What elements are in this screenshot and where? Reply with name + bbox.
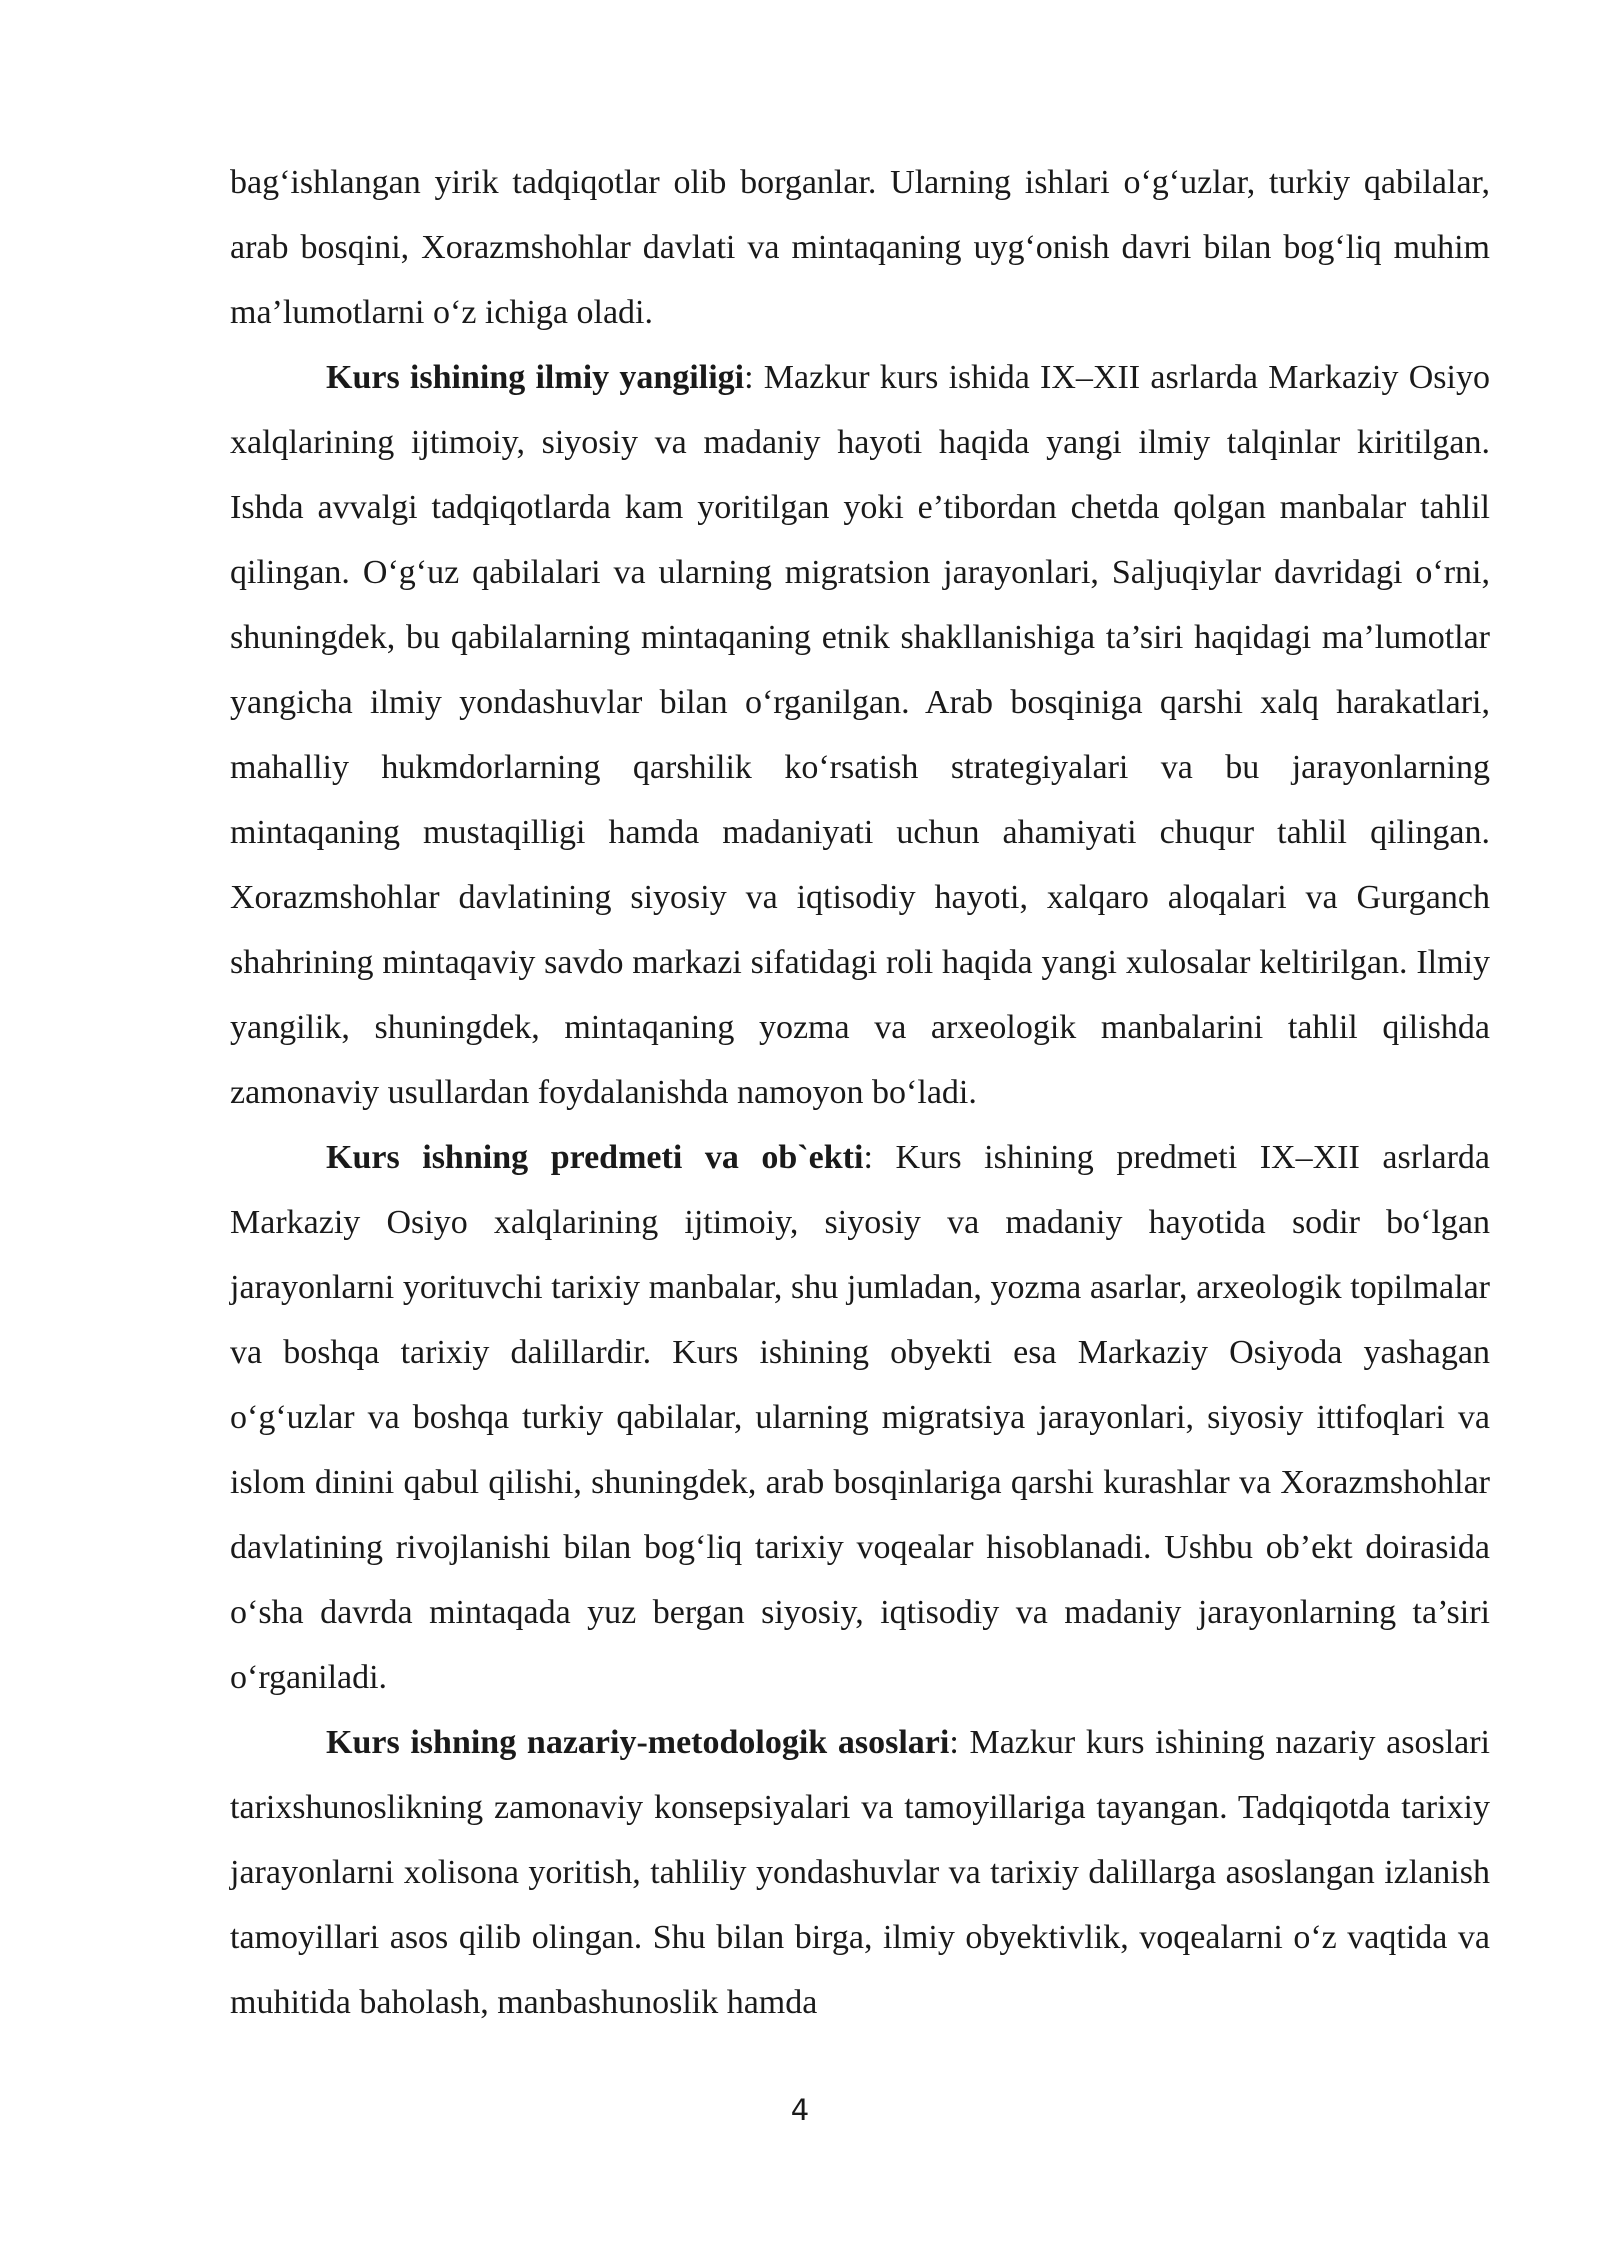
section-heading-theoretical-foundations: Kurs ishning nazariy-metodologik asoslari	[326, 1724, 950, 1761]
paragraph-text: Mazkur kurs ishining nazariy asoslari tarixshunoslikning zamonaviy konsepsiyalari va tamoyillariga tayangan. Tadqiqotda tarixiy jarayonlarni xolisona yoritish, tahliliy yondashuvlar va tarixiy dalillarga asoslangan izlanish tamoyillari asos qilib olingan. Shu bilan birga, ilmiy obyektivlik, voqealarni o‘z vaqtida va muhitida baholash, manbashunoslik hamda	[230, 1724, 1490, 2021]
heading-separator: :	[744, 359, 754, 396]
paragraph-text: bag‘ishlangan yirik tadqiqotlar olib borganlar. Ularning ishlari o‘g‘uzlar, turkiy qabilalar, arab bosqini, Xorazmshohlar davlati va mintaqaning uyg‘onish davri bilan bog‘liq muhim ma’lumotlarni o‘z ichiga oladi.	[230, 164, 1490, 331]
paragraph-theoretical-foundations	[230, 1710, 1490, 2035]
paragraph-continuation	[230, 150, 1490, 345]
section-heading-subject-object: Kurs ishning predmeti va ob`ekti	[326, 1139, 864, 1176]
page-number: 4	[790, 2093, 810, 2127]
heading-separator: :	[949, 1724, 959, 1761]
section-heading-scientific-novelty: Kurs ishining ilmiy yangiligi	[326, 359, 745, 396]
paragraph-subject-object	[230, 1125, 1490, 1710]
paragraph-scientific-novelty	[230, 345, 1490, 1125]
paragraph-text: Kurs ishining predmeti IX–XII asrlarda Markaziy Osiyo xalqlarining ijtimoiy, siyosiy va madaniy hayotida sodir bo‘lgan jarayonlarni yorituvchi tarixiy manbalar, shu jumladan, yozma asarlar, arxeologik topilmalar va boshqa tarixiy dalillardir. Kurs ishining obyekti esa Markaziy Osiyoda yashagan o‘g‘uzlar va boshqa turkiy qabilalar, ularning migratsiya jarayonlari, siyosiy ittifoqlari va islom dinini qabul qilishi, shuningdek, arab bosqinlariga qarshi kurashlar va Xorazmshohlar davlatining rivojlanishi bilan bog‘liq tarixiy voqealar hisoblanadi. Ushbu ob’ekt doirasida o‘sha davrda mintaqada yuz bergan siyosiy, iqtisodiy va madaniy jarayonlarning ta’siri o‘rganiladi.	[230, 1139, 1490, 1696]
paragraph-text: Mazkur kurs ishida IX–XII asrlarda Markaziy Osiyo xalqlarining ijtimoiy, siyosiy va madaniy hayoti haqida yangi ilmiy talqinlar kiritilgan. Ishda avvalgi tadqiqotlarda kam yoritilgan yoki e’tibordan chetda qolgan manbalar tahlil qilingan. O‘g‘uz qabilalari va ularning migratsion jarayonlari, Saljuqiylar davridagi o‘rni, shuningdek, bu qabilalarning mintaqaning etnik shakllanishiga ta’siri haqidagi ma’lumotlar yangicha ilmiy yondashuvlar bilan o‘rganilgan. Arab bosqiniga qarshi xalq harakatlari, mahalliy hukmdorlarning qarshilik ko‘rsatish strategiyalari va bu jarayonlarning mintaqaning mustaqilligi hamda madaniyati uchun ahamiyati chuqur tahlil qilingan. Xorazmshohlar davlatining siyosiy va iqtisodiy hayoti, xalqaro aloqalari va Gurganch shahrining mintaqaviy savdo markazi sifatidagi roli haqida yangi xulosalar keltirilgan. Ilmiy yangilik, shuningdek, mintaqaning yozma va arxeologik manbalarini tahlil qilishda zamonaviy usullardan foydalanishda namoyon bo‘ladi.	[230, 359, 1490, 1111]
heading-separator: :	[863, 1139, 873, 1176]
document-page	[230, 150, 1490, 2035]
